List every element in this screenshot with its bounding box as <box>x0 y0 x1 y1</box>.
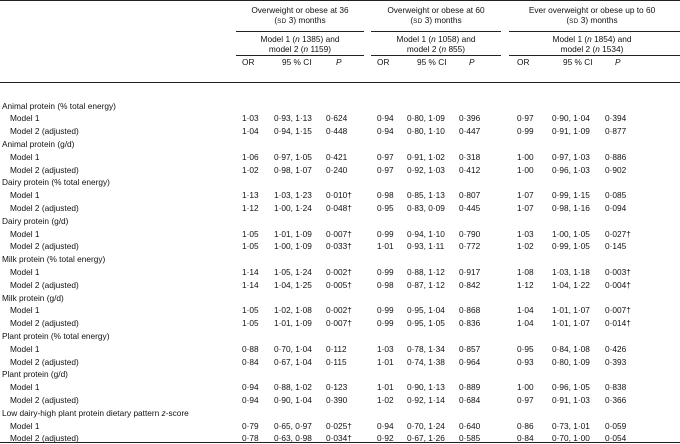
table-row <box>0 305 680 316</box>
ci-value: 0·63, 0·98 <box>274 433 312 444</box>
ci-value: 1·04, 1·25 <box>274 279 312 290</box>
ci-value: 0·83, 0·09 <box>407 202 445 213</box>
row-label: Milk protein (% total energy) <box>2 254 106 265</box>
ci-value: 0·87, 1·12 <box>407 279 445 290</box>
ci-value: 1·04, 1·22 <box>552 279 590 290</box>
p-value: 0·366 <box>605 394 627 405</box>
p-value: 0·889 <box>459 382 481 393</box>
or-value: 0·86 <box>517 420 534 431</box>
p-value: 0·807 <box>459 190 481 201</box>
table-row <box>0 382 680 393</box>
or-value: 1·00 <box>517 151 534 162</box>
or-value: 0·97 <box>517 394 534 405</box>
ci-value: 0·96, 1·03 <box>552 164 590 175</box>
or-value: 1·02 <box>242 164 259 175</box>
table-section-header <box>0 254 680 265</box>
ci-value: 1·00, 1·05 <box>552 228 590 239</box>
or-value: 1·01 <box>377 356 394 367</box>
or-value: 1·05 <box>242 228 259 239</box>
row-label: Model 1 <box>10 343 40 354</box>
p-value: 0·772 <box>459 241 481 252</box>
ci-value: 0·98, 1·07 <box>274 164 312 175</box>
p-value: 0·034† <box>326 433 352 444</box>
ci-value: 0·80, 1·09 <box>407 113 445 124</box>
header-rule <box>0 82 680 83</box>
p-value: 0·002† <box>326 266 352 277</box>
ci-value: 0·80, 1·10 <box>407 126 445 137</box>
table-section-header <box>0 369 680 380</box>
ci-value: 0·67, 1·04 <box>274 356 312 367</box>
table-section-header <box>0 177 680 188</box>
or-value: 1·12 <box>242 202 259 213</box>
or-value: 0·99 <box>517 126 534 137</box>
p-value: 0·842 <box>459 279 481 290</box>
row-label: Model 1 <box>10 228 40 239</box>
row-label: Animal protein (g/d) <box>2 138 75 149</box>
p-value: 0·838 <box>605 382 627 393</box>
table-section-header <box>0 408 680 419</box>
or-value: 1·05 <box>242 305 259 316</box>
p-value: 0·240 <box>326 164 348 175</box>
table-row <box>0 152 680 163</box>
col-ci: 95 % CI <box>282 57 312 67</box>
or-value: 0·95 <box>377 202 394 213</box>
group-title-line1: Overweight or obese at 36 <box>251 5 349 15</box>
or-value: 1·13 <box>242 190 259 201</box>
ci-value: 0·88, 1·02 <box>274 382 312 393</box>
or-value: 1·02 <box>517 241 534 252</box>
ci-value: 0·84, 1·08 <box>552 343 590 354</box>
table-row <box>0 280 680 291</box>
p-value: 0·005† <box>326 279 352 290</box>
row-label: Model 1 <box>10 420 40 431</box>
or-value: 1·14 <box>242 266 259 277</box>
table-top-rule <box>0 0 680 1</box>
ci-value: 0·90, 1·13 <box>407 382 445 393</box>
or-value: 1·04 <box>242 126 259 137</box>
row-label: Model 2 (adjusted) <box>10 279 79 290</box>
row-label: Plant protein (% total energy) <box>2 330 110 341</box>
ci-value: 0·97, 1·03 <box>552 151 590 162</box>
row-label: Model 2 (adjusted) <box>10 394 79 405</box>
or-value: 0·79 <box>242 420 259 431</box>
row-label: Model 2 (adjusted) <box>10 433 79 444</box>
ci-value: 0·70, 1·24 <box>407 420 445 431</box>
ci-value: 0·99, 1·05 <box>552 241 590 252</box>
table-row <box>0 318 680 329</box>
model-header-60m: Model 1 (n 1058) and model 2 (n 855) <box>396 34 476 54</box>
or-value: 0·94 <box>377 126 394 137</box>
p-value: 0·003† <box>605 266 631 277</box>
row-label: Plant protein (g/d) <box>2 369 68 380</box>
col-p: P <box>469 57 475 67</box>
p-value: 0·112 <box>326 343 347 354</box>
ci-value: 0·92, 1·14 <box>407 394 445 405</box>
col-or: OR <box>377 57 390 67</box>
p-value: 0·445 <box>459 202 481 213</box>
p-value: 0·426 <box>605 343 627 354</box>
p-value: 0·085 <box>605 190 627 201</box>
row-label: Milk protein (g/d) <box>2 292 64 303</box>
p-value: 0·025† <box>326 420 352 431</box>
p-value: 0·394 <box>605 113 627 124</box>
table-row <box>0 229 680 240</box>
row-label: Model 2 (adjusted) <box>10 241 79 252</box>
row-label: Model 2 (adjusted) <box>10 202 79 213</box>
or-value: 1·06 <box>242 151 259 162</box>
ci-value: 0·99, 1·15 <box>552 190 590 201</box>
or-value: 1·02 <box>377 394 394 405</box>
table-row <box>0 267 680 278</box>
ci-value: 1·05, 1·24 <box>274 266 312 277</box>
or-value: 0·84 <box>517 433 534 444</box>
row-label: Dairy protein (% total energy) <box>2 177 110 188</box>
row-label: Model 2 (adjusted) <box>10 356 79 367</box>
or-value: 0·88 <box>242 343 259 354</box>
table-section-header <box>0 101 680 112</box>
row-label: Model 2 (adjusted) <box>10 164 79 175</box>
p-value: 0·007† <box>326 318 352 329</box>
ci-value: 0·95, 1·04 <box>407 305 445 316</box>
ci-value: 0·93, 1·11 <box>407 241 445 252</box>
row-label: Model 1 <box>10 190 40 201</box>
row-label: Model 1 <box>10 113 40 124</box>
ci-value: 0·78, 1·34 <box>407 343 445 354</box>
or-value: 1·01 <box>377 241 394 252</box>
ci-value: 0·98, 1·16 <box>552 202 590 213</box>
group-title-line2: (SD 3) months <box>566 15 618 25</box>
p-value: 0·868 <box>459 305 481 316</box>
ci-value: 1·01, 1·07 <box>552 305 590 316</box>
model-rule <box>236 55 364 56</box>
col-p: P <box>615 57 621 67</box>
or-value: 1·01 <box>377 382 394 393</box>
group-rule <box>371 31 501 32</box>
row-label: Dairy protein (g/d) <box>2 215 69 226</box>
p-value: 0·059 <box>605 420 627 431</box>
or-value: 0·84 <box>242 356 259 367</box>
ci-value: 0·70, 1·04 <box>274 343 312 354</box>
or-value: 0·99 <box>377 305 394 316</box>
p-value: 0·014† <box>605 318 631 329</box>
p-value: 0·033† <box>326 241 352 252</box>
table-row <box>0 165 680 176</box>
ci-value: 0·97, 1·05 <box>274 151 312 162</box>
table-section-header <box>0 331 680 342</box>
ci-value: 0·93, 1·13 <box>274 113 312 124</box>
ci-value: 0·91, 1·02 <box>407 151 445 162</box>
ci-value: 1·01, 1·09 <box>274 318 312 329</box>
p-value: 0·917 <box>459 266 481 277</box>
group-title-line1: Overweight or obese at 60 <box>387 5 485 15</box>
table-row <box>0 421 680 432</box>
model-header-36m: Model 1 (n 1385) and model 2 (n 1159) <box>260 34 340 54</box>
col-ci: 95 % CI <box>417 57 447 67</box>
or-value: 0·94 <box>242 394 259 405</box>
or-value: 1·07 <box>517 202 534 213</box>
p-value: 0·640 <box>459 420 481 431</box>
table-row <box>0 357 680 368</box>
p-value: 0·393 <box>605 356 627 367</box>
or-value: 0·98 <box>377 190 394 201</box>
table-row <box>0 344 680 355</box>
or-value: 0·93 <box>517 356 534 367</box>
or-value: 0·97 <box>517 113 534 124</box>
p-value: 0·094 <box>605 202 627 213</box>
or-value: 0·99 <box>377 266 394 277</box>
p-value: 0·857 <box>459 343 481 354</box>
ci-value: 0·91, 1·03 <box>552 394 590 405</box>
p-value: 0·964 <box>459 356 481 367</box>
group-title-line2: (SD 3) months <box>410 15 462 25</box>
p-value: 0·004† <box>605 279 631 290</box>
row-label: Model 2 (adjusted) <box>10 126 79 137</box>
ci-value: 1·03, 1·23 <box>274 190 312 201</box>
table-row <box>0 241 680 252</box>
group-header-ever <box>509 5 675 27</box>
ci-value: 1·01, 1·09 <box>274 228 312 239</box>
p-value: 0·902 <box>605 164 627 175</box>
p-value: 0·048† <box>326 202 352 213</box>
or-value: 0·94 <box>377 113 394 124</box>
col-or: OR <box>242 57 255 67</box>
row-label: Low dairy-high plant protein dietary pattern z-score <box>2 407 189 418</box>
ci-value: 0·80, 1·09 <box>552 356 590 367</box>
col-or: OR <box>517 57 530 67</box>
ci-value: 0·92, 1·03 <box>407 164 445 175</box>
p-value: 0·877 <box>605 126 627 137</box>
ci-value: 0·70, 1·00 <box>552 433 590 444</box>
ci-value: 0·85, 1·13 <box>407 190 445 201</box>
p-value: 0·002† <box>326 305 352 316</box>
or-value: 1·03 <box>242 113 259 124</box>
or-value: 1·12 <box>517 279 534 290</box>
ci-value: 0·94, 1·10 <box>407 228 445 239</box>
p-value: 0·684 <box>459 394 481 405</box>
p-value: 0·115 <box>326 356 347 367</box>
col-p: P <box>336 57 342 67</box>
or-value: 1·07 <box>517 190 534 201</box>
or-value: 0·98 <box>377 279 394 290</box>
p-value: 0·390 <box>326 394 348 405</box>
table-row <box>0 395 680 406</box>
row-label: Model 1 <box>10 382 40 393</box>
p-value: 0·624 <box>326 113 348 124</box>
ci-value: 0·91, 1·09 <box>552 126 590 137</box>
ci-value: 0·90, 1·04 <box>274 394 312 405</box>
row-label: Model 1 <box>10 305 40 316</box>
p-value: 0·585 <box>459 433 481 444</box>
or-value: 1·03 <box>377 343 394 354</box>
p-value: 0·412 <box>459 164 481 175</box>
ci-value: 0·96, 1·05 <box>552 382 590 393</box>
p-value: 0·010† <box>326 190 352 201</box>
ci-value: 1·01, 1·07 <box>552 318 590 329</box>
p-value: 0·396 <box>459 113 481 124</box>
ci-value: 0·88, 1·12 <box>407 266 445 277</box>
model-rule <box>509 55 680 56</box>
or-value: 1·14 <box>242 279 259 290</box>
row-label: Model 1 <box>10 151 40 162</box>
p-value: 0·447 <box>459 126 481 137</box>
row-label: Model 2 (adjusted) <box>10 318 79 329</box>
ci-value: 0·74, 1·38 <box>407 356 445 367</box>
or-value: 0·95 <box>517 343 534 354</box>
or-value: 0·94 <box>242 382 259 393</box>
or-value: 0·78 <box>242 433 259 444</box>
model-rule <box>371 55 501 56</box>
or-value: 1·00 <box>517 164 534 175</box>
p-value: 0·007† <box>605 305 631 316</box>
p-value: 0·886 <box>605 151 627 162</box>
table-section-header <box>0 293 680 304</box>
model-header-ever: Model 1 (n 1854) and model 2 (n 1534) <box>552 34 632 54</box>
ci-value: 0·90, 1·04 <box>552 113 590 124</box>
ci-value: 0·94, 1·15 <box>274 126 312 137</box>
ci-value: 0·73, 1·01 <box>552 420 590 431</box>
or-value: 0·99 <box>377 228 394 239</box>
or-value: 1·00 <box>517 382 534 393</box>
p-value: 0·790 <box>459 228 481 239</box>
group-header-60m <box>371 5 501 27</box>
table-row <box>0 190 680 201</box>
ci-value: 0·65, 0·97 <box>274 420 312 431</box>
p-value: 0·123 <box>326 382 348 393</box>
or-value: 1·05 <box>242 241 259 252</box>
ci-value: 0·67, 1·26 <box>407 433 445 444</box>
group-header-36m <box>236 5 364 27</box>
ci-value: 1·03, 1·18 <box>552 266 590 277</box>
table-row <box>0 126 680 137</box>
table-section-header <box>0 139 680 150</box>
table-section-header <box>0 216 680 227</box>
p-value: 0·007† <box>326 228 352 239</box>
ci-value: 1·00, 1·09 <box>274 241 312 252</box>
or-value: 0·97 <box>377 151 394 162</box>
ci-value: 1·00, 1·24 <box>274 202 312 213</box>
p-value: 0·448 <box>326 126 348 137</box>
or-value: 1·03 <box>517 228 534 239</box>
ci-value: 1·02, 1·08 <box>274 305 312 316</box>
ci-value: 0·95, 1·05 <box>407 318 445 329</box>
row-label: Model 1 <box>10 266 40 277</box>
p-value: 0·318 <box>459 151 481 162</box>
or-value: 1·04 <box>517 305 534 316</box>
or-value: 0·94 <box>377 420 394 431</box>
row-label: Animal protein (% total energy) <box>2 100 116 111</box>
p-value: 0·421 <box>326 151 348 162</box>
group-rule <box>509 31 680 32</box>
table-row <box>0 113 680 124</box>
or-value: 1·04 <box>517 318 534 329</box>
group-rule <box>236 31 364 32</box>
table-row <box>0 203 680 214</box>
or-value: 0·97 <box>377 164 394 175</box>
group-title-line1: Ever overweight or obese up to 60 <box>528 5 656 15</box>
or-value: 1·08 <box>517 266 534 277</box>
or-value: 1·05 <box>242 318 259 329</box>
col-ci: 95 % CI <box>563 57 593 67</box>
p-value: 0·054 <box>605 433 627 444</box>
or-value: 0·99 <box>377 318 394 329</box>
or-value: 0·92 <box>377 433 394 444</box>
p-value: 0·836 <box>459 318 481 329</box>
group-title-line2: (SD 3) months <box>274 15 326 25</box>
p-value: 0·145 <box>605 241 627 252</box>
p-value: 0·027† <box>605 228 631 239</box>
